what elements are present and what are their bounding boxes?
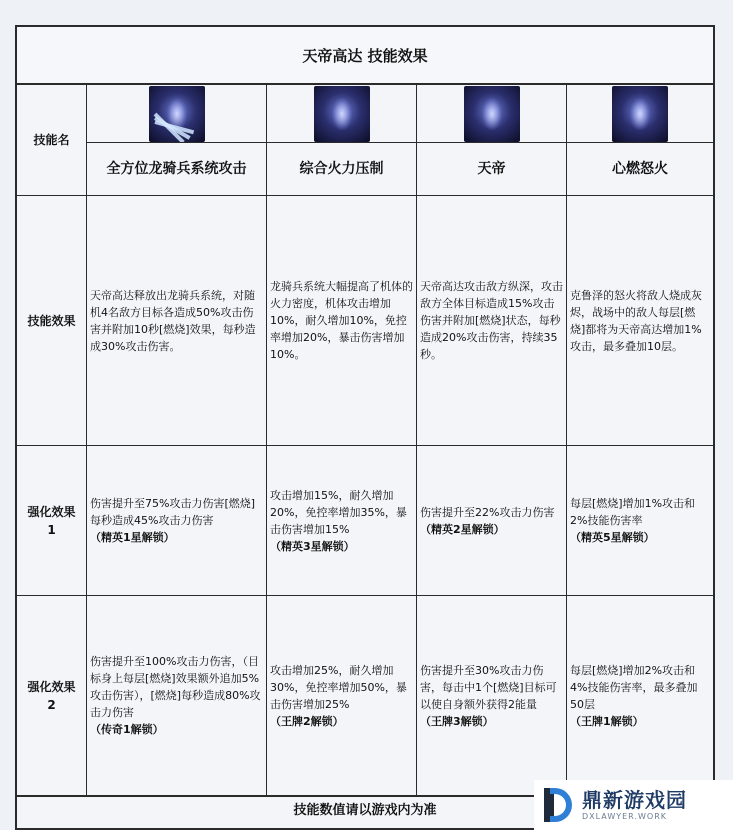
skill-effect-4: 克鲁泽的怒火将敌人烧成灰烬，战场中的敌人每层[燃烧]都将为天帝高达增加1%攻击，最多叠加10层。 (567, 196, 713, 446)
skill-name-4: 心燃怒火 (567, 143, 713, 196)
unlock-condition: （精英1星解锁） (90, 531, 175, 544)
skill-name-3: 天帝 (417, 143, 567, 196)
skill-icon-cell (567, 85, 713, 143)
unlock-condition: （精英3星解锁） (270, 539, 355, 553)
watermark-domain: DXLAWYER.WORK (582, 812, 667, 821)
unlock-condition: （王牌2解锁） (270, 714, 344, 728)
footer-note: 技能数值请以游戏内为准 (17, 796, 713, 830)
watermark-name: 鼎新游戏园 (582, 788, 687, 812)
enhance1-4: 每层[燃烧]增加1%攻击和2%技能伤害率 （精英5星解锁） (567, 446, 713, 596)
watermark (534, 780, 733, 830)
enhance2-1: 伤害提升至100%攻击力伤害，（目标身上每层[燃烧]效果额外追加5%攻击伤害），[燃烧]每秒造成80%攻击力伤害 （传奇1解锁） (87, 596, 267, 796)
unlock-condition: （王牌1解锁） (570, 714, 644, 728)
enhance1-1: 伤害提升至75%攻击力伤害[燃烧]每秒造成45%攻击力伤害 （精英1星解锁） (87, 446, 267, 596)
row-header-enhance-2: 强化效果 2 (17, 596, 87, 796)
enhance2-4: 每层[燃烧]增加2%攻击和4%技能伤害率，最多叠加50层 （王牌1解锁） (567, 596, 713, 796)
skill-name-1: 全方位龙骑兵系统攻击 (87, 143, 267, 196)
enhance1-3: 伤害提升至22%攻击力伤害 （精英2星解锁） (417, 446, 567, 596)
dragoon-beam-icon (149, 86, 205, 142)
enhance2-2: 攻击增加25%，耐久增加30%，免控率增加50%，暴击伤害增加25% （王牌2解锁） (267, 596, 417, 796)
skill-icon-cell (87, 85, 267, 143)
unlock-condition: （精英5星解锁） (570, 531, 655, 544)
enhance2-3: 伤害提升至30%攻击力伤害，每击中1个[燃烧]目标可以使自身额外获得2能量 （王牌3解锁） (417, 596, 567, 796)
skill-table (17, 85, 713, 796)
burning-rage-icon (612, 86, 668, 142)
watermark-logo-icon (540, 784, 576, 826)
table-title: 天帝高达 技能效果 (17, 27, 713, 85)
row-header-effect: 技能效果 (17, 196, 87, 446)
skill-icon-cell (267, 85, 417, 143)
skill-icon-cell (417, 85, 567, 143)
tiandi-mecha-icon (464, 86, 520, 142)
skill-name-2: 综合火力压制 (267, 143, 417, 196)
skill-effect-2: 龙骑兵系统大幅提高了机体的火力密度，机体攻击增加10%，耐久增加10%，免控率增加20%，暴击伤害增加10%。 (267, 196, 417, 446)
skill-effect-1: 天帝高达释放出龙骑兵系统，对随机4名敌方目标各造成50%攻击伤害并附加10秒[燃烧]效果，每秒造成30%攻击伤害。 (87, 196, 267, 446)
firepower-suppression-icon (314, 86, 370, 142)
skill-table-frame (15, 25, 715, 830)
unlock-condition: （王牌3解锁） (420, 714, 494, 728)
skill-effect-3: 天帝高达攻击敌方纵深，攻击敌方全体目标造成15%攻击伤害并附加[燃烧]状态，每秒造成20%攻击伤害，持续35秒。 (417, 196, 567, 446)
unlock-condition: （传奇1解锁） (90, 723, 164, 736)
enhance1-2: 攻击增加15%，耐久增加20%，免控率增加35%，暴击伤害增加15% （精英3星解锁） (267, 446, 417, 596)
row-header-skill-name: 技能名 (17, 85, 87, 196)
unlock-condition: （精英2星解锁） (420, 522, 505, 536)
row-header-enhance-1: 强化效果 1 (17, 446, 87, 596)
